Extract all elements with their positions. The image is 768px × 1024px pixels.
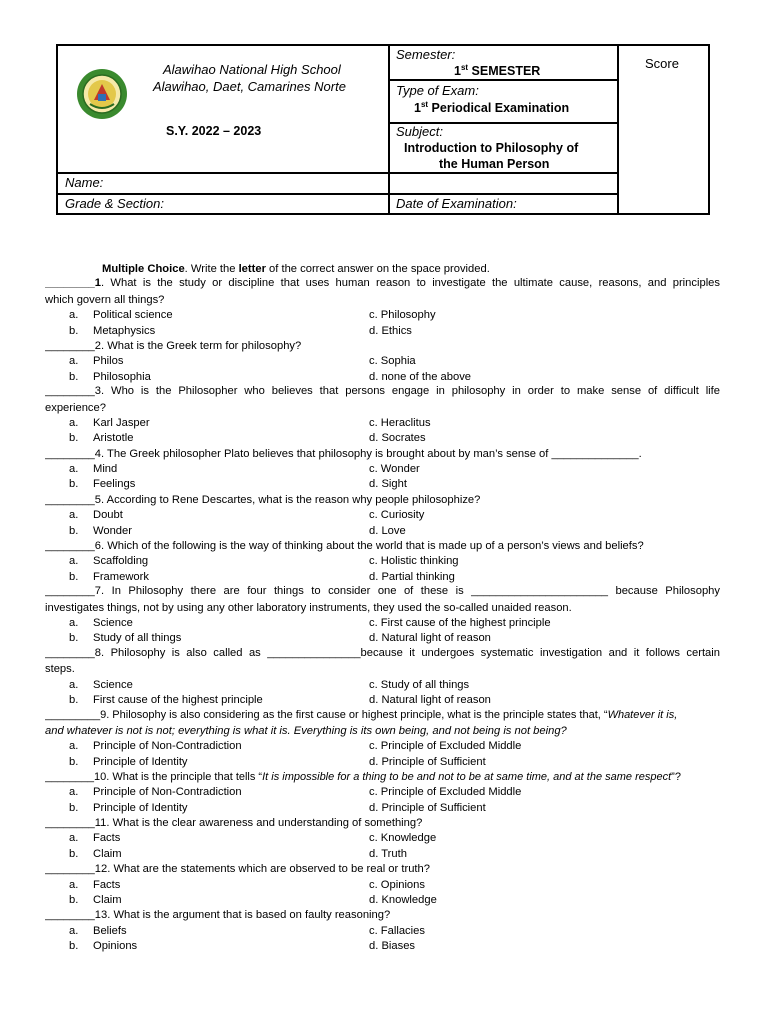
answer-blank[interactable]: ________4 bbox=[45, 447, 102, 460]
exam-type-value: 1st Periodical Examination bbox=[414, 100, 570, 116]
question-9: _________9. Philosophy is also considering as the first cause or highest principle, what is the principle states that, “Whatever it is, bbox=[45, 709, 678, 722]
question-4: ________4. The Greek philosopher Plato believes that philosophy is brought about by man’s sense of ______________. bbox=[45, 447, 642, 460]
option-row: b. Wonder d. Love bbox=[69, 524, 406, 537]
answer-blank[interactable]: ________7 bbox=[45, 585, 102, 598]
option-row: a. Scaffolding c. Holistic thinking bbox=[69, 555, 459, 568]
answer-blank[interactable]: ________13 bbox=[45, 909, 108, 922]
answer-blank[interactable]: ________5 bbox=[45, 493, 102, 506]
answer-blank[interactable]: ________6 bbox=[45, 540, 102, 553]
question-2: ________2. What is the Greek term for philosophy? bbox=[45, 339, 302, 352]
header-divider bbox=[388, 46, 390, 213]
option-row: b. Principle of Identity d. Principle of Sufficient bbox=[69, 801, 486, 814]
grade-section-label[interactable]: Grade & Section: bbox=[65, 196, 164, 211]
question-8: ________8. Philosophy is also called as _______________because it undergoes systematic investigation and it follows certain bbox=[45, 646, 720, 659]
option-row: a. Karl Jasper c. Heraclitus bbox=[69, 416, 431, 429]
semester-label: Semester: bbox=[396, 47, 456, 62]
option-row: b. Metaphysics d. Ethics bbox=[69, 324, 412, 337]
subject-line-1: Introduction to Philosophy of bbox=[404, 141, 579, 155]
school-year: S.Y. 2022 – 2023 bbox=[166, 124, 262, 138]
option-row: b. First cause of the highest principle d. Natural light of reason bbox=[69, 693, 491, 706]
question-11: ________11. What is the clear awareness and understanding of something? bbox=[45, 817, 423, 830]
exam-header-table bbox=[56, 44, 710, 215]
question-6: ________6. Which of the following is the way of thinking about the world that is made up of a person’s views and beliefs? bbox=[45, 540, 644, 553]
option-row: b. Claim d. Knowledge bbox=[69, 894, 437, 907]
option-row: a. Political science c. Philosophy bbox=[69, 309, 436, 322]
name-label[interactable]: Name: bbox=[65, 175, 104, 190]
answer-blank[interactable]: ________2 bbox=[45, 339, 102, 352]
header-divider bbox=[388, 79, 617, 81]
subject-line-2: the Human Person bbox=[439, 157, 550, 171]
question-7: ________7. In Philosophy there are four things to consider one of these is ______________________ because Philosophy bbox=[45, 585, 720, 598]
answer-blank[interactable]: ________12 bbox=[45, 863, 108, 876]
answer-blank[interactable]: ________11 bbox=[45, 817, 107, 830]
question-text: experience? bbox=[45, 401, 106, 414]
question-text: and whatever is not is not; everything is what it is. Everything is its own being, and not being is not being? bbox=[45, 724, 567, 737]
option-row: b. Principle of Identity d. Principle of Sufficient bbox=[69, 755, 486, 768]
option-row: a. Beliefs c. Fallacies bbox=[69, 924, 425, 937]
question-5: ________5. According to Rene Descartes, what is the reason why people philosophize? bbox=[45, 493, 481, 506]
question-3: ________3. Who is the Philosopher who believes that persons engage in philosophy in order to make sense of difficult life bbox=[45, 385, 720, 398]
subject-label: Subject: bbox=[396, 124, 443, 139]
option-row: a. Facts c. Opinions bbox=[69, 878, 425, 891]
questions-body bbox=[45, 262, 720, 955]
answer-blank[interactable]: _________9 bbox=[45, 709, 107, 722]
question-text: investigates things, not by using any other laboratory instruments, they used the so-called unaided reason. bbox=[45, 601, 572, 614]
date-label[interactable]: Date of Examination: bbox=[396, 196, 517, 211]
option-row: b. Framework d. Partial thinking bbox=[69, 570, 455, 583]
option-row: b. Feelings d. Sight bbox=[69, 478, 407, 491]
header-divider bbox=[617, 46, 619, 213]
option-row: b. Opinions d. Biases bbox=[69, 940, 416, 953]
answer-blank[interactable]: ________3 bbox=[45, 385, 102, 398]
score-label: Score bbox=[645, 56, 679, 71]
option-row: a. Science c. Study of all things bbox=[69, 678, 470, 691]
option-row: b. Study of all things d. Natural light of reason bbox=[69, 632, 491, 645]
school-name: Alawihao National High School bbox=[163, 62, 341, 77]
option-row: a. Principle of Non-Contradiction c. Principle of Excluded Middle bbox=[69, 740, 522, 753]
semester-value: 1st SEMESTER bbox=[454, 63, 541, 79]
header-divider bbox=[58, 172, 617, 174]
option-row: a. Facts c. Knowledge bbox=[69, 832, 437, 845]
exam-type-label: Type of Exam: bbox=[396, 83, 479, 98]
question-12: ________12. What are the statements which are observed to be real or truth? bbox=[45, 863, 430, 876]
option-row: b. Philosophia d. none of the above bbox=[69, 370, 472, 383]
question-10: ________10. What is the principle that tells “It is impossible for a thing to be and not to be at same time, and at the same respect”? bbox=[45, 770, 681, 783]
option-row: a. Doubt c. Curiosity bbox=[69, 509, 425, 522]
question-text: which govern all things? bbox=[45, 293, 165, 306]
answer-blank[interactable]: ________1 bbox=[45, 277, 102, 290]
option-row: a. Principle of Non-Contradiction c. Principle of Excluded Middle bbox=[69, 786, 522, 799]
question-1: ________1. What is the study or discipline that uses human reason to investigate the ultimate cause, reasons, and principles bbox=[45, 277, 720, 290]
option-row: b. Aristotle d. Socrates bbox=[69, 432, 426, 445]
school-address: Alawihao, Daet, Camarines Norte bbox=[153, 79, 346, 94]
option-row: a. Philos c. Sophia bbox=[69, 355, 416, 368]
answer-blank[interactable]: ________10 bbox=[45, 770, 107, 783]
answer-blank[interactable]: ________8 bbox=[45, 646, 102, 659]
option-row: b. Claim d. Truth bbox=[69, 847, 407, 860]
option-row: a. Mind c. Wonder bbox=[69, 463, 420, 476]
header-divider bbox=[58, 193, 617, 195]
question-13: ________13. What is the argument that is based on faulty reasoning? bbox=[45, 909, 391, 922]
option-row: a. Science c. First cause of the highest principle bbox=[69, 616, 551, 629]
school-seal-logo bbox=[76, 68, 128, 120]
instructions: Multiple Choice. Write the letter of the correct answer on the space provided. bbox=[102, 263, 490, 275]
question-text: steps. bbox=[45, 663, 75, 676]
